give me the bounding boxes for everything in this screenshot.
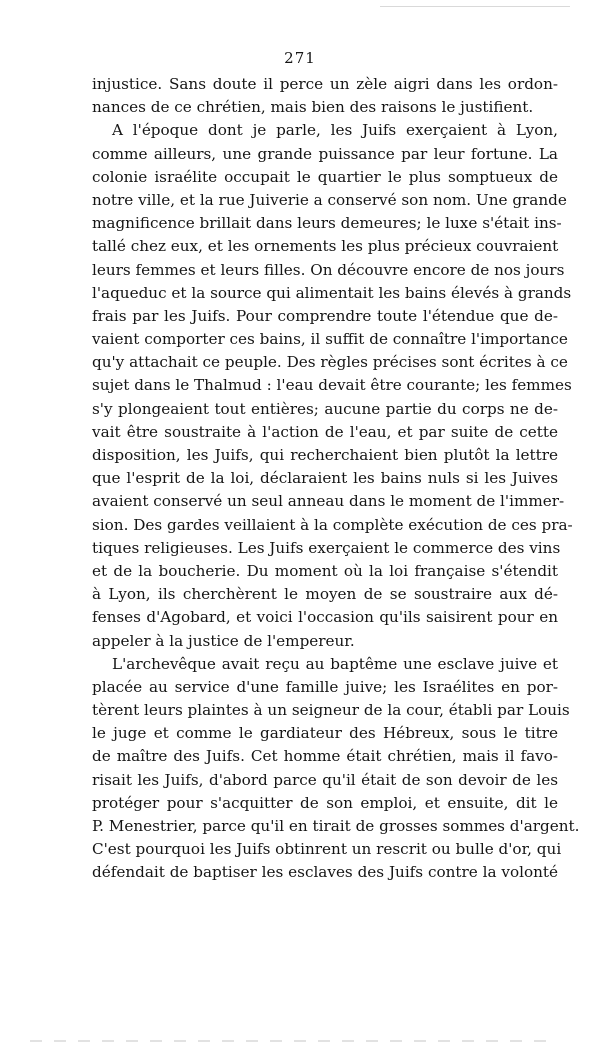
text-line: l'aqueduc et la source qui alimentait les bains élevés à grands bbox=[92, 283, 572, 302]
top-scan-rule bbox=[380, 6, 570, 7]
text-line: disposition, les Juifs, qui recherchaient bien plutôt la lettre bbox=[92, 446, 558, 464]
text-line: tiques religieuses. Les Juifs exerçaient le commerce des vins bbox=[92, 538, 561, 557]
text-line: vaient comporter ces bains, il suffit de connaître l'importance bbox=[92, 330, 568, 349]
bottom-scan-mark bbox=[30, 1040, 550, 1042]
text-line: qu'y attachait ce peuple. Des règles précises sont écrites à ce bbox=[92, 353, 568, 372]
text-line: A l'époque dont je parle, les Juifs exerçaient à Lyon, bbox=[112, 121, 558, 140]
text-line: comme ailleurs, une grande puissance par leur fortune. La bbox=[92, 144, 558, 163]
text-line: de maître des Juifs. Cet homme était chrétien, mais il favo- bbox=[92, 747, 558, 766]
text-line: à Lyon, ils cherchèrent le moyen de se soustraire aux dé- bbox=[92, 585, 558, 604]
text-line: C'est pourquoi les Juifs obtinrent un rescrit ou bulle d'or, qui bbox=[92, 840, 562, 859]
text-line: frais par les Juifs. Pour comprendre toute l'étendue que de- bbox=[92, 306, 558, 325]
text-line: injustice. Sans doute il perce un zèle aigri dans les ordon- bbox=[92, 75, 558, 93]
paragraph bbox=[92, 119, 573, 652]
text-line: colonie israélite occupait le quartier le plus somptueux de bbox=[92, 167, 558, 186]
text-line: le juge et comme le gardiateur des Hébreux, sous le titre bbox=[92, 724, 558, 743]
text-line: placée au service d'une famille juive; les Israélites en por- bbox=[92, 677, 558, 696]
text-line: s'y plongeaient tout entières; aucune partie du corps ne de- bbox=[92, 399, 558, 418]
text-line: que l'esprit de la loi, déclaraient les bains nuls si les Juives bbox=[92, 469, 558, 488]
paragraph bbox=[92, 653, 580, 885]
text-line: tèrent leurs plaintes à un seigneur de la cour, établi par Louis bbox=[92, 701, 570, 720]
text-line: vait être soustraite à l'action de l'eau, et par suite de cette bbox=[92, 422, 558, 441]
text-line: notre ville, et la rue Juiverie a conservé son nom. Une grande bbox=[92, 190, 567, 209]
text-line: sujet dans le Thalmud : l'eau devait être courante; les femmes bbox=[92, 376, 572, 395]
paragraph bbox=[92, 73, 558, 119]
text-line: fenses d'Agobard, et voici l'occasion qu'ils saisirent pour en bbox=[92, 608, 558, 627]
text-line: P. Menestrier, parce qu'il en tirait de grosses sommes d'argent. bbox=[92, 817, 580, 835]
text-line: protéger pour s'acquitter de son emploi, et ensuite, dit le bbox=[92, 793, 558, 812]
text-line: tallé chez eux, et les ornements les plus précieux couvraient bbox=[92, 237, 559, 256]
text-line: défendait de baptiser les esclaves des Juifs contre la volonté bbox=[92, 863, 558, 882]
text-line: avaient conservé un seul anneau dans le moment de l'immer- bbox=[92, 492, 565, 511]
text-line: L'archevêque avait reçu au baptême une esclave juive et bbox=[112, 654, 558, 673]
text-line: appeler à la justice de l'empereur. bbox=[92, 631, 355, 650]
text-line: et de la boucherie. Du moment où la loi française s'étendit bbox=[92, 561, 558, 580]
text-line: risait les Juifs, d'abord parce qu'il était de son devoir de les bbox=[92, 770, 558, 789]
text-line: leurs femmes et leurs filles. On découvre encore de nos jours bbox=[92, 260, 565, 279]
text-line: magnificence brillait dans leurs demeures; le luxe s'était ins- bbox=[92, 214, 562, 233]
text-line: sion. Des gardes veillaient à la complète exécution de ces pra- bbox=[92, 515, 573, 534]
page-number: 271 bbox=[284, 49, 316, 67]
body-text bbox=[92, 73, 580, 885]
text-line: nances de ce chrétien, mais bien des raisons le justifient. bbox=[92, 98, 534, 117]
